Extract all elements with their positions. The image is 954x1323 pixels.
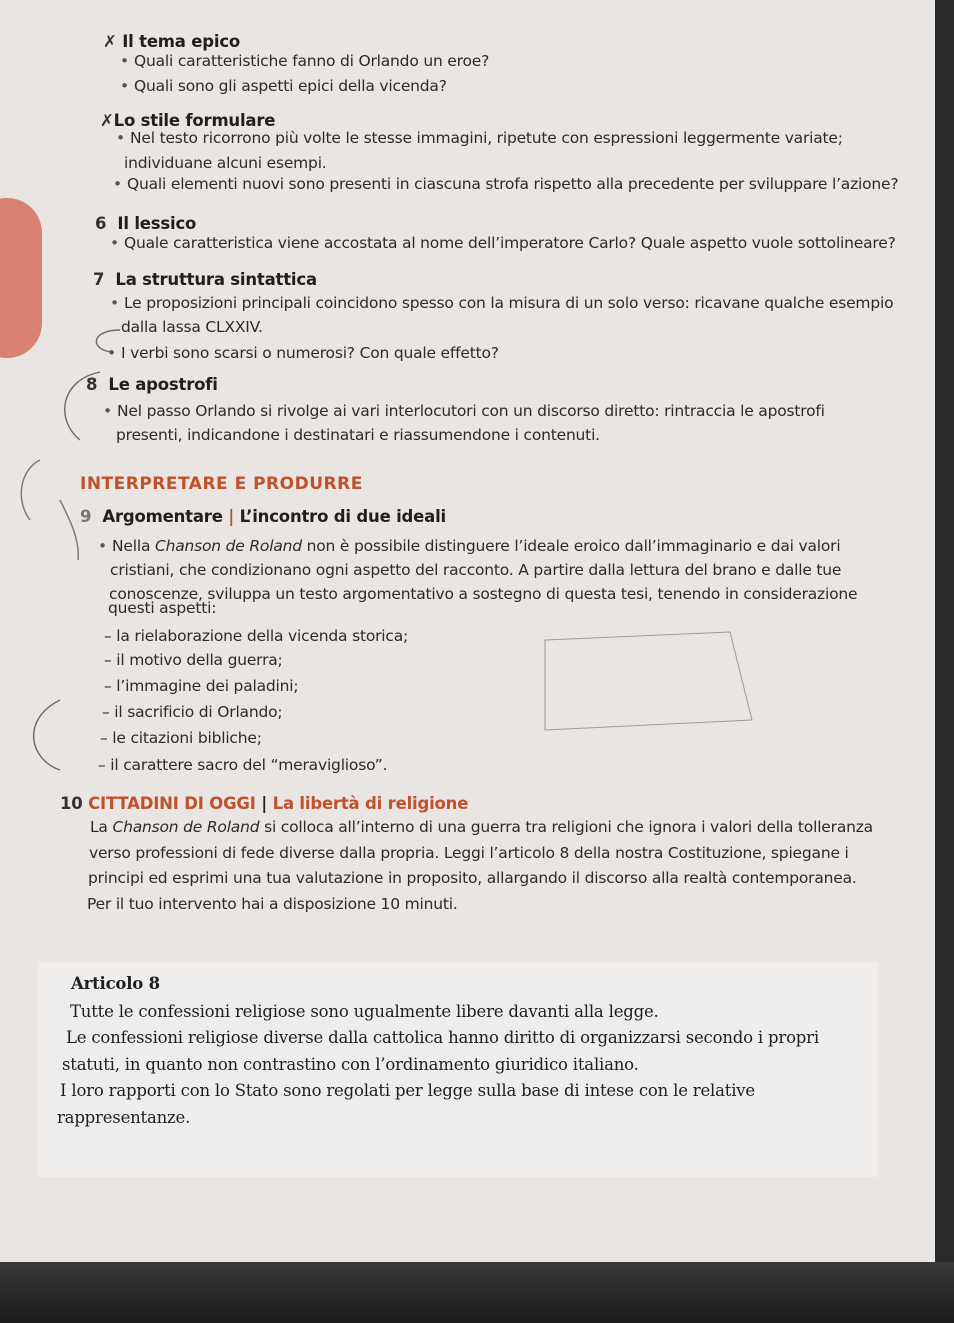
article-line-3: statuti, in quanto non contrastino con l’ordinamento giuridico italiano. bbox=[62, 1055, 639, 1074]
q5-title-text: Lo stile formulare bbox=[113, 111, 276, 130]
article-line-5: rappresentanze. bbox=[57, 1108, 191, 1127]
q10-line-1 bbox=[90, 818, 873, 836]
q5-bullet-2: • Quali elementi nuovi sono presenti in ciascuna strofa rispetto alla precedente per sviluppare l’azione? bbox=[127, 175, 898, 193]
q7-bullet-1-line-1: • Le proposizioni principali coincidono spesso con la misura di un solo verso: ricavane qualche esempio bbox=[124, 294, 893, 312]
article-box bbox=[38, 962, 878, 1177]
q9-item-3: – l’immagine dei paladini; bbox=[104, 677, 299, 695]
q5-bullet-1-line-1: • Nel testo ricorrono più volte le stesse immagini, ripetute con espressioni leggermente variate; bbox=[130, 129, 843, 147]
q9-line-1-italic: Chanson de Roland bbox=[154, 537, 302, 555]
q9-subtitle: L’incontro di due ideali bbox=[239, 507, 447, 526]
q4-title: ✗ Il tema epico bbox=[103, 32, 241, 51]
q5-title: ✗Lo stile formulare bbox=[100, 111, 276, 130]
section-title: INTERPRETARE E PRODURRE bbox=[80, 474, 363, 494]
q8-bullet-1-line-1: • Nel passo Orlando si rivolge ai vari interlocutori con un discorso diretto: rintraccia le apostrofi bbox=[117, 402, 825, 420]
q10-line-1-pre: La bbox=[90, 818, 113, 836]
q9-item-1: – la rielaborazione della vicenda storica; bbox=[104, 627, 409, 645]
q10-line-4: Per il tuo intervento hai a disposizione 10 minuti. bbox=[87, 895, 458, 913]
article-line-2: Le confessioni religiose diverse dalla cattolica hanno diritto di organizzarsi secondo i propri bbox=[66, 1028, 819, 1047]
article-title: Articolo 8 bbox=[71, 974, 160, 993]
q10-title-text: CITTADINI DI OGGI bbox=[88, 794, 256, 813]
q10-separator: | bbox=[261, 794, 268, 813]
q9-separator: | bbox=[228, 507, 235, 526]
q7-title-text: La struttura sintattica bbox=[115, 270, 317, 289]
q10-number: 10 bbox=[60, 794, 83, 813]
q6-number: 6 bbox=[95, 214, 107, 233]
q9-line-3: conoscenze, sviluppa un testo argomentativo a sostegno di questa tesi, tenendo in considerazione bbox=[109, 585, 858, 603]
dark-background bbox=[0, 1262, 954, 1323]
q4-bullet-2: • Quali sono gli aspetti epici della vicenda? bbox=[134, 77, 447, 95]
q4-title-text: Il tema epico bbox=[122, 32, 241, 51]
q9-title-text: Argomentare bbox=[102, 507, 223, 526]
q6-title-text: Il lessico bbox=[117, 214, 197, 233]
q9-item-5: – le citazioni bibliche; bbox=[100, 729, 262, 747]
q8-bullet-1-line-2: presenti, indicandone i destinatari e riassumendone i contenuti. bbox=[116, 426, 600, 444]
q9-line-1-pre: Nella bbox=[112, 537, 155, 555]
q9-item-2: – il motivo della guerra; bbox=[104, 651, 283, 669]
q9-item-4: – il sacrificio di Orlando; bbox=[102, 703, 283, 721]
q6-title bbox=[95, 214, 196, 233]
q10-subtitle: La libertà di religione bbox=[272, 794, 469, 813]
q10-line-1-italic: Chanson de Roland bbox=[112, 818, 260, 836]
q7-bullet-2: • I verbi sono scarsi o numerosi? Con quale effetto? bbox=[121, 344, 499, 362]
q9-number: 9 bbox=[80, 507, 92, 526]
q7-title bbox=[93, 270, 317, 289]
q10-line-1-post: si colloca all’interno di una guerra tra religioni che ignora i valori della tolleranza bbox=[259, 818, 873, 836]
q9-line-1 bbox=[112, 537, 840, 555]
q8-title bbox=[86, 375, 218, 394]
article-line-1: Tutte le confessioni religiose sono ugualmente libere davanti alla legge. bbox=[70, 1002, 659, 1021]
q7-bullet-1-line-2: dalla lassa CLXXIV. bbox=[121, 318, 263, 336]
article-line-4: I loro rapporti con lo Stato sono regolati per legge sulla base di intese con le relative bbox=[60, 1081, 755, 1100]
q8-title-text: Le apostrofi bbox=[108, 375, 218, 394]
q10-line-3: principi ed esprimi una tua valutazione in proposito, allargando il discorso alla realtà contemporanea. bbox=[88, 869, 857, 887]
q9-line-1-post: non è possibile distinguere l’ideale eroico dall’immaginario e dai valori bbox=[301, 537, 841, 555]
q5-bullet-1-line-2: individuane alcuni esempi. bbox=[124, 154, 327, 172]
q6-bullet-1: • Quale caratteristica viene accostata al nome dell’imperatore Carlo? Quale aspetto vuole sottolineare? bbox=[124, 234, 896, 252]
q9-line-4: questi aspetti: bbox=[108, 599, 217, 617]
q8-number: 8 bbox=[86, 375, 98, 394]
q10-line-2: verso professioni di fede diverse dalla propria. Leggi l’articolo 8 della nostra Costituzione, spiegane i bbox=[89, 844, 849, 862]
q10-title bbox=[60, 794, 468, 813]
q9-item-6: – il carattere sacro del “meraviglioso”. bbox=[98, 756, 388, 774]
q9-title bbox=[80, 507, 446, 526]
q7-number: 7 bbox=[93, 270, 105, 289]
q4-bullet-1: • Quali caratteristiche fanno di Orlando un eroe? bbox=[134, 52, 489, 70]
q9-line-2: cristiani, che condizionano ogni aspetto del racconto. A partire dalla lettura del brano e dalle tue bbox=[110, 561, 842, 579]
